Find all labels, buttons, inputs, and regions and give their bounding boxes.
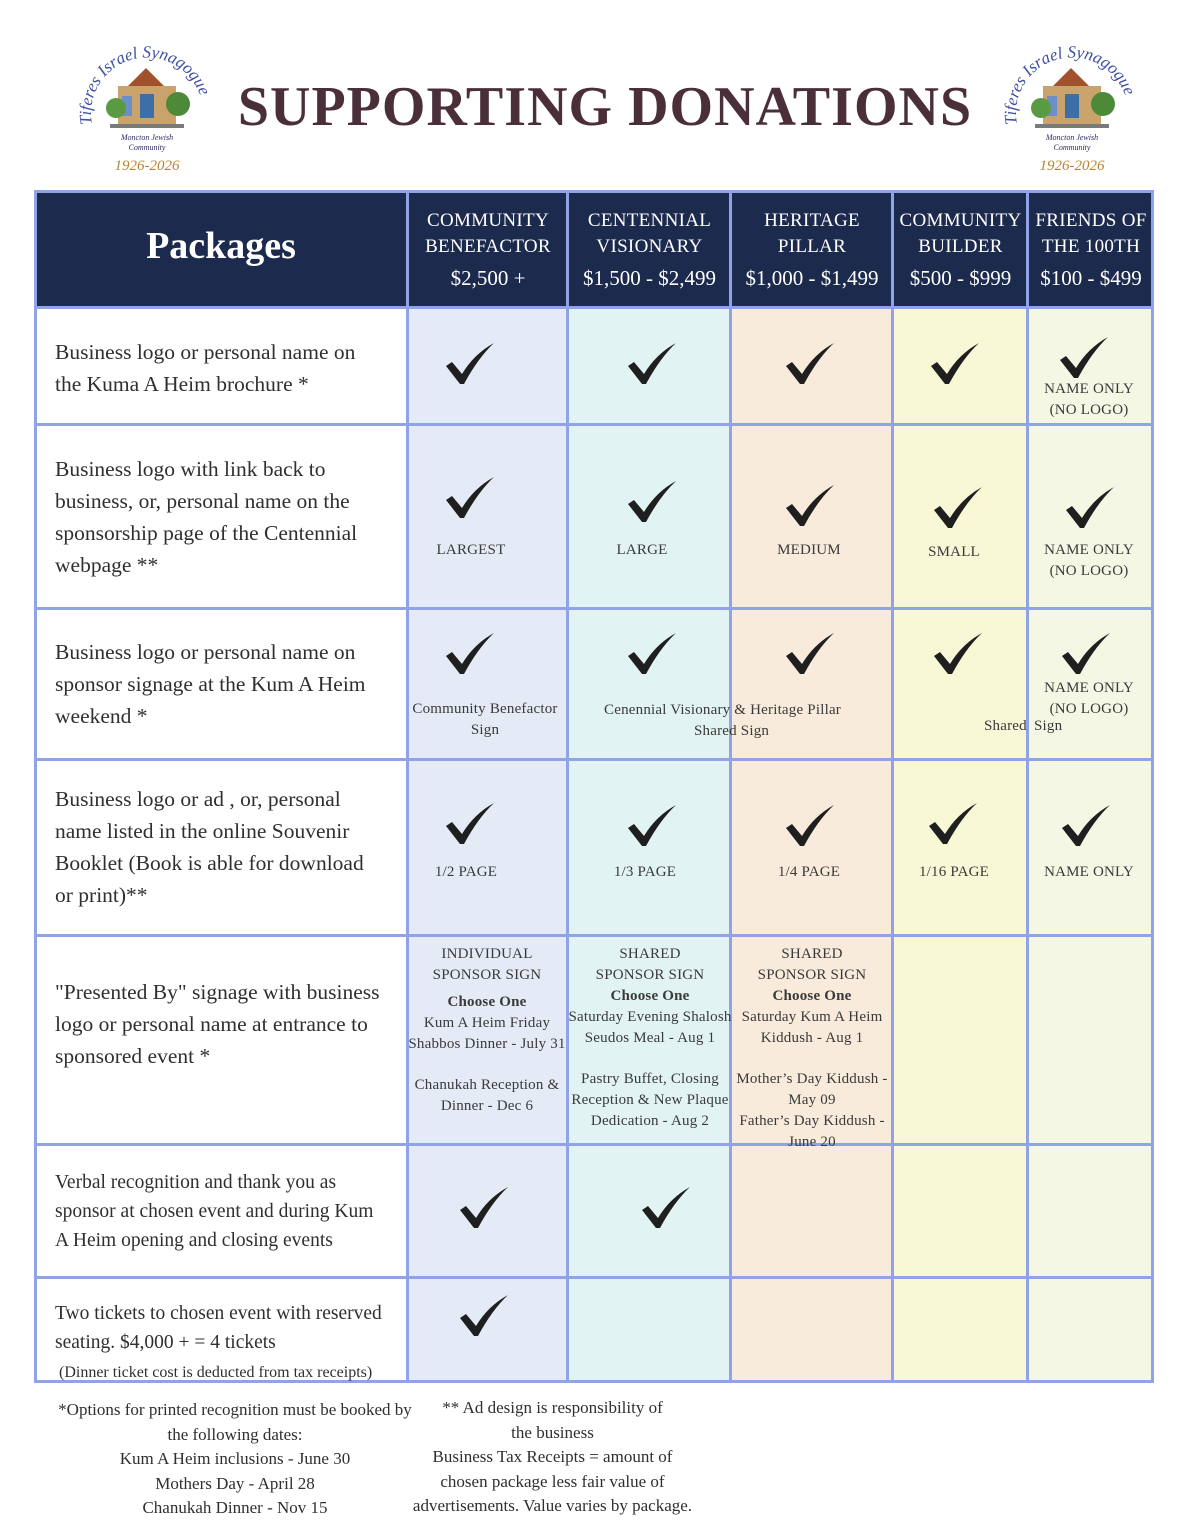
label-third-page: 1/3 PAGE: [613, 864, 677, 880]
grid-line: [1026, 190, 1029, 1383]
grid-line: [34, 190, 37, 1383]
label-name-only: NAME ONLY (NO LOGO): [1044, 381, 1134, 418]
checkmark-icon: [1060, 804, 1112, 848]
header-package-1: COMMUNITY BENEFACTOR $2,500 +: [408, 190, 568, 308]
checkmark-icon: [1064, 486, 1116, 530]
label-medium: MEDIUM: [777, 542, 841, 558]
checkmark-icon: [929, 342, 981, 386]
svg-text:Moncton Jewish: Moncton Jewish: [1045, 133, 1099, 142]
checkmark-icon: [784, 632, 836, 676]
synagogue-logo-right: [995, 38, 1145, 178]
checkmark-icon: [1058, 336, 1110, 380]
svg-text:Tiferes Israel Synagogue: Tiferes Israel Synagogue: [75, 42, 215, 126]
svg-text:Community: Community: [1053, 143, 1091, 152]
grid-line: [891, 190, 894, 1383]
feature-webpage: Business logo with link back to business, or, personal name on the sponsorship page of the Centennial webpage **: [55, 457, 358, 577]
label-name-only: NAME ONLY (NO LOGO): [1044, 680, 1134, 717]
checkmark-icon: [784, 342, 836, 386]
checkmark-icon: [444, 802, 496, 846]
checkmark-icon: [626, 480, 678, 524]
label-shared-visionary-pillar: Cenennial Visionary & Heritage Pillar: [604, 702, 841, 718]
feature-verbal-recognition: Verbal recognition and thank you as sponsor at chosen event and during Kum A Heim opening and closing events: [55, 1172, 374, 1251]
grid-line: [34, 1143, 1154, 1146]
svg-text:1926-2026: 1926-2026: [1039, 158, 1105, 174]
header-package-4: COMMUNITY BUILDER $500 - $999: [893, 190, 1028, 308]
footer-tax-note: ** Ad design is responsibility of the business Business Tax Receipts = amount of chosen package less fair value of advertisements. Value varies by package.: [412, 1398, 693, 1515]
label-small: SMALL: [928, 544, 980, 560]
grid-line: [729, 190, 732, 1383]
grid-line: [34, 934, 1154, 937]
label-name-only: NAME ONLY: [1044, 864, 1134, 880]
grid-line: [34, 423, 1154, 426]
grid-line: [34, 607, 1154, 610]
feature-souvenir-booklet: Business logo or ad , or, personal name listed in the online Souvenir Booklet (Book is able for download or print)**: [55, 787, 364, 907]
packages-table: [34, 190, 1154, 1383]
label-name-only: NAME ONLY (NO LOGO): [1044, 542, 1134, 579]
page-title: SUPPORTING DONATIONS: [237, 76, 973, 138]
checkmark-icon: [927, 802, 979, 846]
feature-brochure: Business logo or personal name on the Kuma A Heim brochure *: [55, 340, 356, 396]
grid-line: [34, 1276, 1154, 1279]
checkmark-icon: [932, 632, 984, 676]
checkmark-icon: [444, 632, 496, 676]
checkmark-icon: [458, 1294, 510, 1338]
label-sign: Sign: [1034, 718, 1063, 734]
checkmark-icon: [932, 486, 984, 530]
grid-line: [34, 306, 1154, 309]
checkmark-icon: [626, 632, 678, 676]
presented-by-shared-visionary: SHARED SPONSOR SIGN Choose One Saturday Evening Shalosh Seudos Meal - Aug 1 Pastry Buffet, Closing Reception & New Plaque Dedication - Aug 2: [568, 946, 732, 1129]
label-large: LARGE: [616, 542, 668, 558]
presented-by-shared-pillar: SHARED SPONSOR SIGN Choose One Saturday Kum A Heim Kiddush - Aug 1 Mother’s Day Kiddush - May 09 Father’s Day Kiddush - June 20: [736, 946, 888, 1150]
label-shared: Shared: [984, 718, 1027, 734]
grid-line: [1151, 190, 1154, 1383]
grid-line: [34, 758, 1154, 761]
feature-signage: Business logo or personal name on sponsor signage at the Kum A Heim weekend *: [55, 640, 366, 728]
svg-text:Moncton Jewish: Moncton Jewish: [120, 133, 174, 142]
svg-text:1926-2026: 1926-2026: [114, 158, 180, 174]
checkmark-icon: [784, 804, 836, 848]
header-packages: Packages: [34, 190, 408, 308]
checkmark-icon: [626, 804, 678, 848]
header-package-3: HERITAGE PILLAR $1,000 - $1,499: [731, 190, 893, 308]
grid-line: [406, 190, 409, 1383]
checkmark-icon: [1060, 632, 1112, 676]
label-half-page: 1/2 PAGE: [434, 864, 498, 880]
header-package-2: CENTENNIAL VISIONARY $1,500 - $2,499: [568, 190, 731, 308]
footer-booking-note: *Options for printed recognition must be booked by the following dates: Kum A Heim inclusions - June 30 Mothers Day - April 28 Chanukah Dinner - Nov 15: [58, 1400, 412, 1517]
label-quarter-page: 1/4 PAGE: [777, 864, 841, 880]
feature-presented-by: "Presented By" signage with business logo or personal name at entrance to sponsored event *: [55, 980, 380, 1068]
checkmark-icon: [444, 476, 496, 520]
checkmark-icon: [458, 1186, 510, 1230]
feature-tickets: Two tickets to chosen event with reserved seating. $4,000 + = 4 tickets (Dinner ticket cost is deducted from tax receipts): [55, 1303, 382, 1381]
label-sixteenth-page: 1/16 PAGE: [918, 864, 989, 880]
synagogue-logo-left: [70, 38, 220, 178]
grid-line: [566, 190, 569, 1383]
checkmark-icon: [640, 1186, 692, 1230]
label-shared-sign: Shared Sign: [694, 723, 770, 739]
checkmark-icon: [626, 342, 678, 386]
checkmark-icon: [444, 342, 496, 386]
presented-by-individual: INDIVIDUAL SPONSOR SIGN Choose One Kum A Heim Friday Shabbos Dinner - July 31 Chanukah Reception & Dinner - Dec 6: [408, 946, 566, 1114]
label-largest: LARGEST: [436, 542, 506, 558]
grid-line: [34, 190, 1154, 193]
checkmark-icon: [784, 484, 836, 528]
svg-text:Community: Community: [128, 143, 166, 152]
label-benefactor-sign: Community Benefactor Sign: [412, 701, 558, 738]
header-package-5: FRIENDS OF THE 100TH $100 - $499: [1028, 190, 1154, 308]
svg-text:Tiferes Israel Synagogue: Tiferes Israel Synagogue: [1000, 42, 1140, 126]
